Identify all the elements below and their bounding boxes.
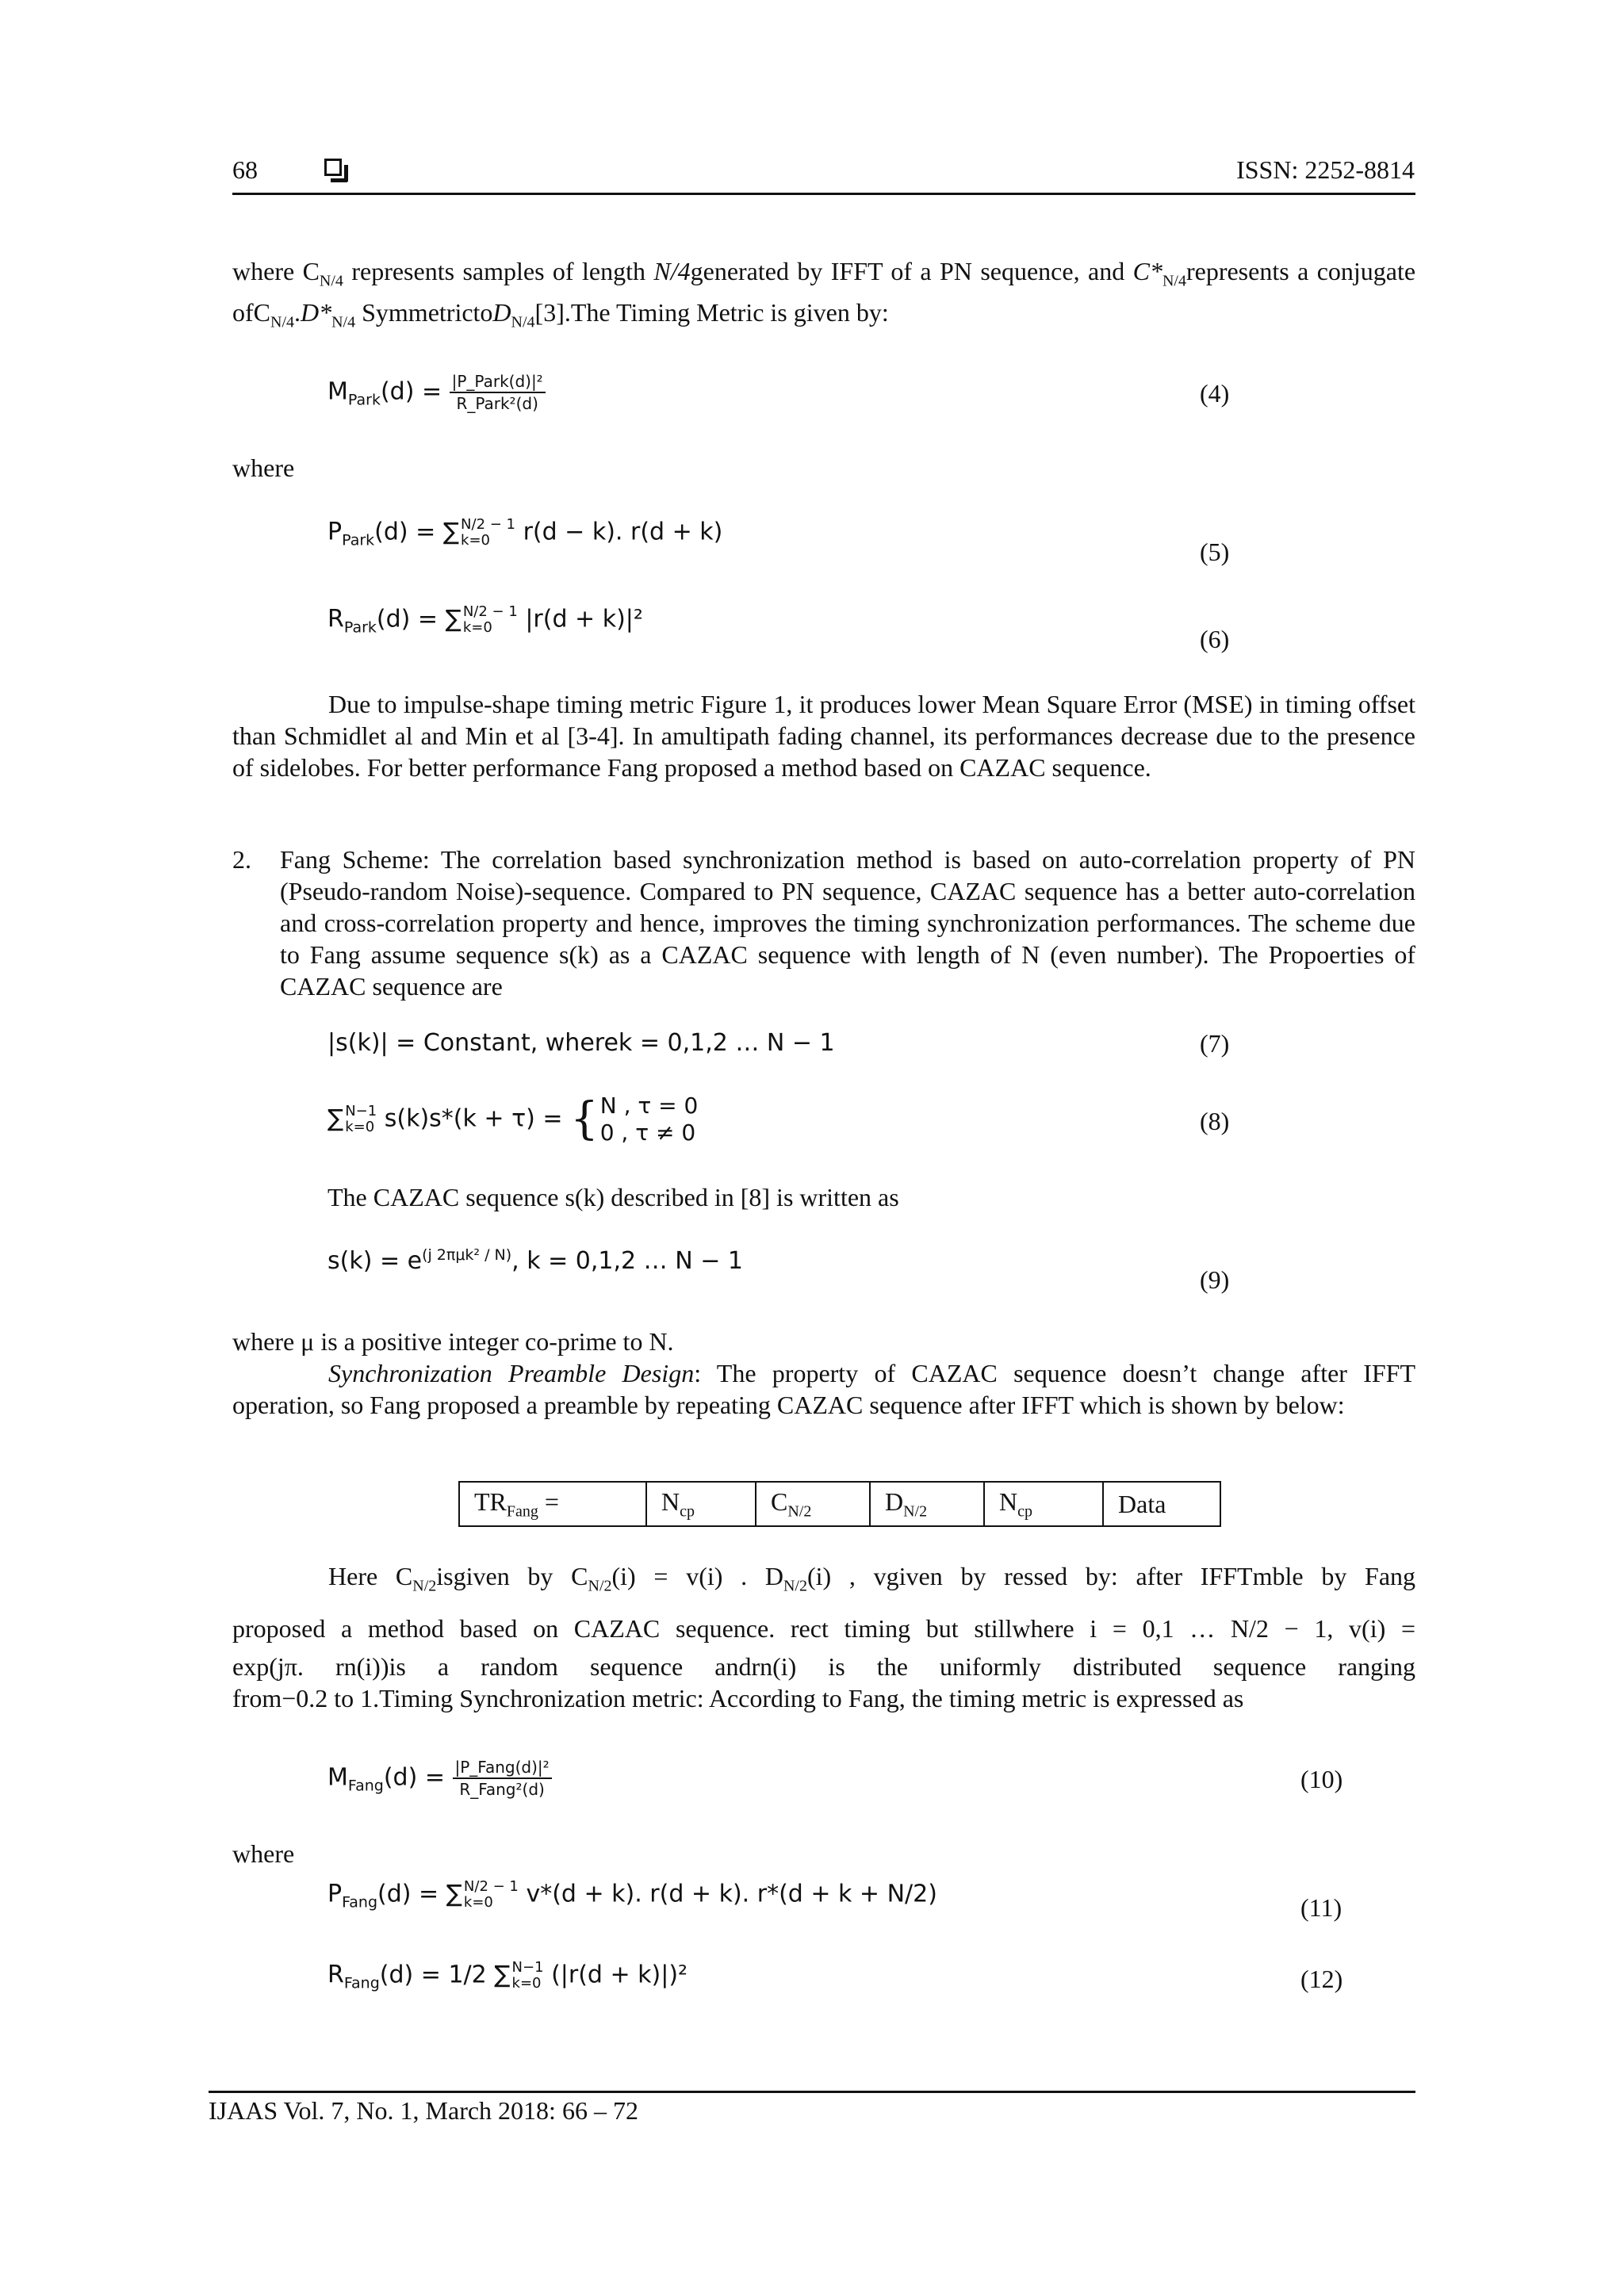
- equation-11: $P_{Fang}(d)$ = ∑ N/2 − 1 k=0 v*(d + k). r(d + k). r*(d + k + N/2): [327, 1878, 937, 1911]
- eq-lhs: R: [327, 605, 344, 633]
- intro-text: represents samples of length: [351, 257, 645, 285]
- list-item: [232, 844, 1415, 1002]
- equation-number: (9): [1200, 1265, 1230, 1294]
- here-line-2: proposed a method based on CAZAC sequence. rect timing but stillwhere i = 0,1 … N/2 − 1, v(i) =: [232, 1614, 1415, 1643]
- sum-limits: [463, 604, 518, 636]
- eq-sub: Fang: [342, 1893, 378, 1911]
- intro-sub: N/4: [270, 313, 294, 331]
- table-cell: [984, 1482, 1103, 1526]
- eq-sub: Fang: [347, 1777, 384, 1795]
- cell-suffix: =: [538, 1487, 559, 1516]
- intro-sub: N/4: [1162, 272, 1186, 290]
- sum-upper: N−1: [345, 1103, 377, 1119]
- equation-9: [327, 1246, 743, 1275]
- here-text: isgiven by: [436, 1562, 553, 1590]
- cell-text: C: [771, 1487, 788, 1516]
- intro-frac: N/4: [653, 257, 691, 285]
- sync-text: : The property of CAZAC sequence doesn’t change after IFFT operation, so Fang proposed a preamble by repeating CAZAC sequence after IFFT which is shown by below:: [232, 1359, 1416, 1419]
- eq-arg: (d) =: [383, 1763, 445, 1792]
- mu-line: where μ is a positive integer co-prime to N.: [232, 1327, 674, 1356]
- here-text: (i) , vgiven by ressed by: after IFFTmble by Fang: [806, 1562, 1416, 1590]
- table-cell: [459, 1482, 646, 1526]
- eq-lhs: M: [327, 1763, 348, 1792]
- table-cell: [756, 1482, 870, 1526]
- eq-lhs: M: [327, 377, 348, 406]
- eq-lhs: P: [327, 518, 343, 546]
- intro-text: represents a: [1185, 257, 1309, 285]
- intro-text: Symmetricto: [362, 298, 493, 327]
- equation-number: (12): [1300, 1965, 1343, 1993]
- eq-body: |r(d + k)|²: [525, 605, 643, 633]
- here-line-1: Here $C_{N/2}isgiven$ by $C_{N/2}(i) = v(i)$ . $D_{N/2}(i)$ , vgiven by ressed by: after IFFTmble by Fang: [328, 1562, 1416, 1595]
- equation-7: [327, 1029, 835, 1057]
- sum-limits: [345, 1104, 377, 1135]
- sum-upper: N/2 − 1: [461, 516, 516, 533]
- sync-paragraph: [232, 1357, 1415, 1421]
- equation-number: (7): [1200, 1029, 1230, 1058]
- eq-body: s(k)s*(k + τ) =: [384, 1104, 563, 1133]
- eq-arg: (d) =: [374, 518, 436, 546]
- eq-sub: Fang: [343, 1974, 380, 1992]
- equation-10: [327, 1757, 552, 1800]
- list-item-number: 2.: [232, 845, 251, 874]
- eq-rhs: , k = 0,1,2 … N − 1: [511, 1247, 743, 1275]
- here-text: Here: [328, 1562, 378, 1590]
- eq-lhs: R: [327, 1961, 344, 1989]
- sum-lower: k=0: [462, 619, 492, 636]
- eq-arg: (d) =: [379, 1961, 441, 1989]
- equation-number: (6): [1200, 625, 1230, 653]
- cell-sub: cp: [680, 1502, 695, 1521]
- brace-glyph: {: [570, 1093, 599, 1145]
- cell-text: N: [661, 1487, 680, 1516]
- intro-text: conjugate of: [232, 257, 1416, 327]
- header-rule: [232, 193, 1415, 195]
- eq-arg: (d) =: [380, 377, 442, 406]
- here-line-3: exp(jπ. rn(i))is a random sequence andrn(i) is the uniformly distributed sequence ranging: [232, 1652, 1415, 1681]
- eq-fraction: [450, 371, 546, 414]
- intro-paragraph: where $C_{N/4}$ represents samples of length N/4generated by IFFT of a PN sequence, and $C*_{N/4}represents$ a conjugate $ofC_{N/4}.D*_{N/4}$ SymmetrictoD$_{N/4}$[3].The Timing Metric is given by:: [232, 257, 1416, 331]
- sum-lower: k=0: [463, 1894, 493, 1911]
- cell-text: D: [885, 1487, 904, 1516]
- footer-rule: [209, 2091, 1415, 2093]
- intro-text: where C: [232, 257, 320, 285]
- eq-numerator: |P_Fang(d)|²: [453, 1757, 552, 1779]
- sum-limits: [512, 1960, 544, 1992]
- eq-cases: [600, 1093, 699, 1146]
- here-text: (i) = v(i) . D: [611, 1562, 783, 1590]
- table-cell: [646, 1482, 756, 1526]
- equation-4: [327, 371, 546, 414]
- eq-sub: Park: [347, 391, 381, 409]
- cell-text: Data: [1118, 1489, 1166, 1518]
- cazac-intro: The CAZAC sequence s(k) described in [8] is written as: [327, 1183, 899, 1211]
- list-item-text: Fang Scheme: The correlation based synchronization method is based on auto-correlation property of PN (Pseudo-random Noise)-sequence. Compared to PN sequence, CAZAC sequence has a better auto-correlation and cross-correlation property and hence, improves the timing synchronization performances. The scheme due to Fang assume sequence s(k) as a CAZAC sequence with length of N (even number). The Propoerties of CAZAC sequence are: [280, 845, 1415, 1001]
- body-paragraph: Due to impulse-shape timing metric Figure 1, it produces lower Mean Square Error (MSE) in timing offset than Schmidlet al and Min et al [3-4]. In amultipath fading channel, its performances decrease due to the presence of sidelobes. For better performance Fang proposed a method based on CAZAC sequence.: [232, 690, 1415, 782]
- table-cell: [1103, 1482, 1220, 1526]
- sum-lower: k=0: [345, 1119, 375, 1135]
- eq-sub: Park: [342, 531, 375, 549]
- eq-fraction: [453, 1757, 552, 1800]
- equation-number: (10): [1300, 1765, 1343, 1793]
- sum-limits: [464, 1879, 519, 1911]
- cell-sub: cp: [1017, 1502, 1032, 1521]
- equation-number: (5): [1200, 538, 1230, 566]
- intro-cstar: C*: [1132, 257, 1162, 285]
- equation-6: $R_{Park}(d)$ = ∑ N/2 − 1 k=0 |r(d + k)|²: [327, 603, 643, 637]
- here-line-4: from−0.2 to 1.Timing Synchronization metric: According to Fang, the timing metric is expressed as: [232, 1684, 1244, 1712]
- eq-numerator: |P_Park(d)|²: [450, 371, 546, 393]
- equation-8: ∑ N−1 k=0 s(k)s*(k + τ) = {N , τ = 0 0 , τ ≠ 0: [327, 1093, 699, 1146]
- sum-lower: k=0: [461, 532, 491, 549]
- intro-sub: N/4: [319, 272, 343, 290]
- footer-citation: IJAAS Vol. 7, No. 1, March 2018: 66 – 72: [209, 2096, 638, 2125]
- eq-exponent: (j 2πμk² / N): [422, 1246, 512, 1264]
- sum-upper: N−1: [511, 1959, 544, 1976]
- eq-sub: Park: [343, 618, 377, 637]
- case-2: 0 , τ ≠ 0: [599, 1119, 696, 1146]
- equation-5: $P_{Park}(d)$ = ∑ N/2 − 1 k=0 r(d − k). r(d + k): [327, 516, 723, 549]
- table-row: [459, 1482, 1220, 1526]
- eq-body: |s(k)| = Constant, wherek = 0,1,2 … N − 1: [327, 1029, 835, 1057]
- eq-body: (|r(d + k)|)²: [551, 1961, 688, 1989]
- where-label: where: [232, 1839, 295, 1868]
- eq-arg: (d) =: [376, 605, 439, 633]
- intro-sub: N/4: [331, 313, 356, 331]
- intro-text: generated by IFFT of a PN sequence, and: [690, 257, 1125, 285]
- intro-sub: N/4: [511, 313, 535, 331]
- eq-denominator: R_Park²(d): [456, 394, 538, 413]
- equation-number: (4): [1200, 379, 1230, 408]
- eq-lhs: P: [327, 1880, 343, 1908]
- table-cell: [870, 1482, 984, 1526]
- sum-upper: N/2 − 1: [463, 1878, 519, 1895]
- box-icon: [324, 159, 342, 176]
- page-number: 68: [232, 155, 258, 184]
- issn: ISSN: 2252-8814: [1236, 155, 1415, 184]
- preamble-table: [458, 1481, 1221, 1527]
- eq-denominator: R_Fang²(d): [459, 1780, 545, 1799]
- cell-sub: N/2: [903, 1502, 928, 1521]
- eq-arg: (d) =: [377, 1880, 439, 1908]
- sum-limits: [461, 517, 515, 549]
- cell-sub: Fang: [506, 1502, 538, 1521]
- eq-body: r(d − k). r(d + k): [523, 518, 723, 546]
- equation-number: (8): [1200, 1107, 1230, 1135]
- cell-text: N: [999, 1487, 1018, 1516]
- equation-number: (11): [1300, 1893, 1342, 1922]
- case-1: N , τ = 0: [599, 1093, 699, 1119]
- where-label: where: [232, 453, 295, 482]
- sync-title: Synchronization Preamble Design: [328, 1359, 695, 1387]
- eq-lhs: s(k) = e: [327, 1247, 423, 1275]
- eq-coefficient: 1/2: [448, 1961, 487, 1989]
- sum-upper: N/2 − 1: [462, 603, 518, 620]
- cell-text: TR: [474, 1487, 507, 1516]
- equation-12: $R_{Fang}(d) = 1/2$ ∑ N−1 k=0 (|r(d + k)|)²: [327, 1959, 688, 1992]
- intro-text: [3].The Timing Metric is given by:: [534, 298, 889, 327]
- cell-sub: N/2: [787, 1502, 812, 1521]
- eq-body: v*(d + k). r(d + k). r*(d + k + N/2): [526, 1880, 937, 1908]
- sum-lower: k=0: [511, 1975, 542, 1992]
